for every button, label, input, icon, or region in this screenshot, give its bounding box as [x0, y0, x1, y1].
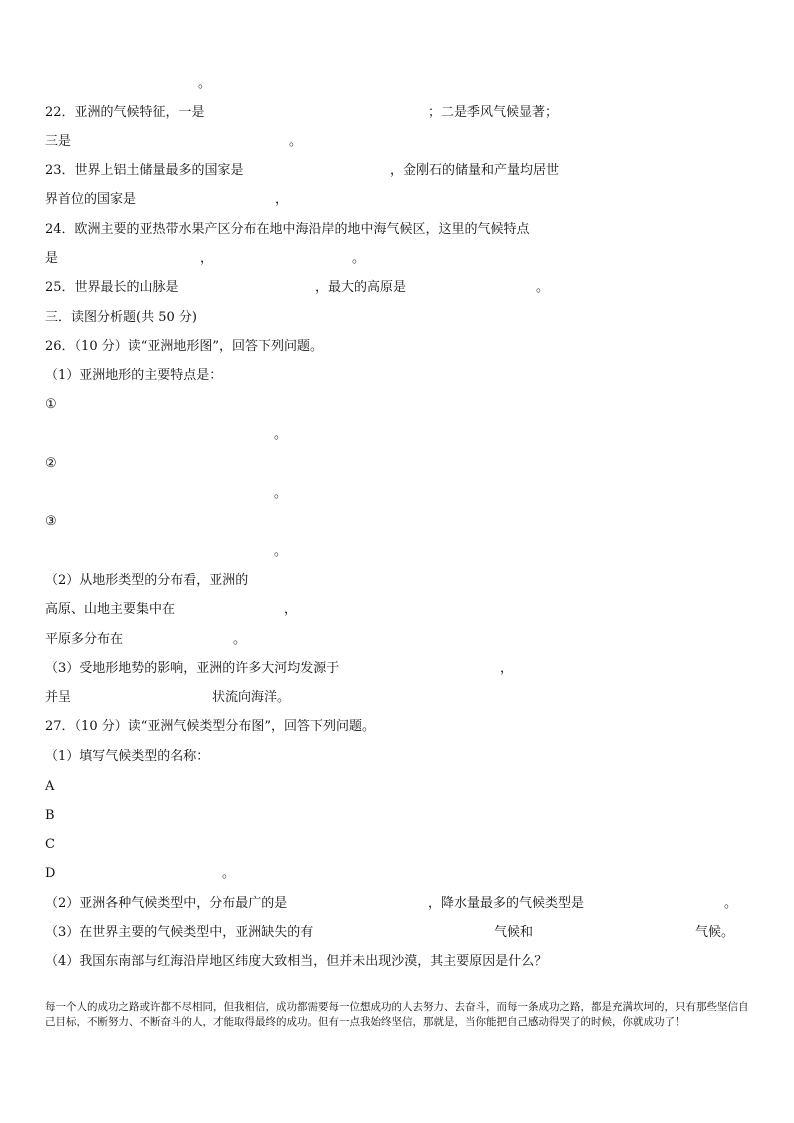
text-line: 气候和	[494, 925, 534, 940]
text-line: ，	[200, 251, 214, 266]
text-line: （3）在世界主要的气候类型中，亚洲缺失的有	[45, 925, 314, 940]
text-line: 状流向海洋。	[212, 690, 291, 705]
text-line: 气候。	[695, 925, 735, 940]
text-line: 。	[198, 76, 212, 91]
text-line: 。	[222, 866, 236, 881]
text-line: （3）受地形地势的影响，亚洲的许多大河均发源于	[45, 661, 340, 676]
text-line: （1）填写气候类型的名称：	[45, 749, 210, 764]
text-line: ③	[45, 514, 57, 529]
text-line: （2）亚洲各种气候类型中，分布最广的是	[45, 896, 288, 911]
text-line: （1）亚洲地形的主要特点是：	[45, 368, 223, 383]
text-line: 三是	[45, 134, 72, 149]
text-line: D	[45, 866, 56, 881]
text-line: ，	[500, 661, 514, 676]
text-line: ，金刚石的储量和产量均居世	[390, 163, 560, 178]
text-line: C	[45, 837, 55, 852]
footer-quote: 每一个人的成功之路或许都不尽相同，但我相信，成功都需要每一位想成功的人去努力、去奋斗，而每一条成功之路，都是充满坎坷的，只有那些坚信自己目标，不断努力、不断奋斗的人，才能取得最终的成功。但有一点我始终坚信，那就是，当你能把自己感动得哭了的时候，你就成功了！	[45, 1001, 749, 1028]
text-line: ①	[45, 397, 57, 412]
question-26: 26．（10 分）读“亚洲地形图”，回答下列问题。	[45, 339, 324, 354]
text-line: A	[45, 779, 55, 794]
text-line: （4）我国东南部与红海沿岸地区纬度大致相当，但并未出现沙漠，其主要原因是什么？	[45, 954, 548, 969]
text-line: ；二是季风气候显著；	[428, 105, 559, 120]
text-line: 。	[233, 632, 247, 647]
text-line: 。	[274, 427, 288, 442]
question-27: 27．（10 分）读“亚洲气候类型分布图”，回答下列问题。	[45, 719, 376, 734]
question-24: 24．欧洲主要的亚热带水果产区分布在地中海沿岸的地中海气候区，这里的气候特点	[45, 222, 530, 237]
text-line: 界首位的国家是	[45, 192, 137, 207]
text-line: （2）从地形类型的分布看，亚洲的	[45, 573, 249, 588]
text-line: 。	[352, 251, 366, 266]
text-line: ，	[284, 602, 298, 617]
question-22: 22．亚洲的气候特征，一是	[45, 105, 205, 120]
text-line: ，降水量最多的气候类型是	[428, 896, 585, 911]
text-line: 。	[289, 134, 303, 149]
text-line: 。	[274, 544, 288, 559]
text-line: 平原多分布在	[45, 632, 124, 647]
text-line: ，最大的高原是	[315, 280, 407, 295]
section-heading: 三．读图分析题(共 50 分)	[45, 310, 197, 325]
text-line: 。	[724, 896, 738, 911]
question-23: 23．世界上铝土储量最多的国家是	[45, 163, 244, 178]
text-line: 。	[536, 280, 550, 295]
text-line: ，	[275, 192, 289, 207]
text-line: 。	[274, 486, 288, 501]
text-line: ②	[45, 456, 57, 471]
text-line: 并呈	[45, 690, 72, 705]
question-25: 25．世界最长的山脉是	[45, 280, 179, 295]
text-line: 高原、山地主要集中在	[45, 602, 176, 617]
text-line: 是	[45, 251, 59, 266]
text-line: B	[45, 808, 55, 823]
